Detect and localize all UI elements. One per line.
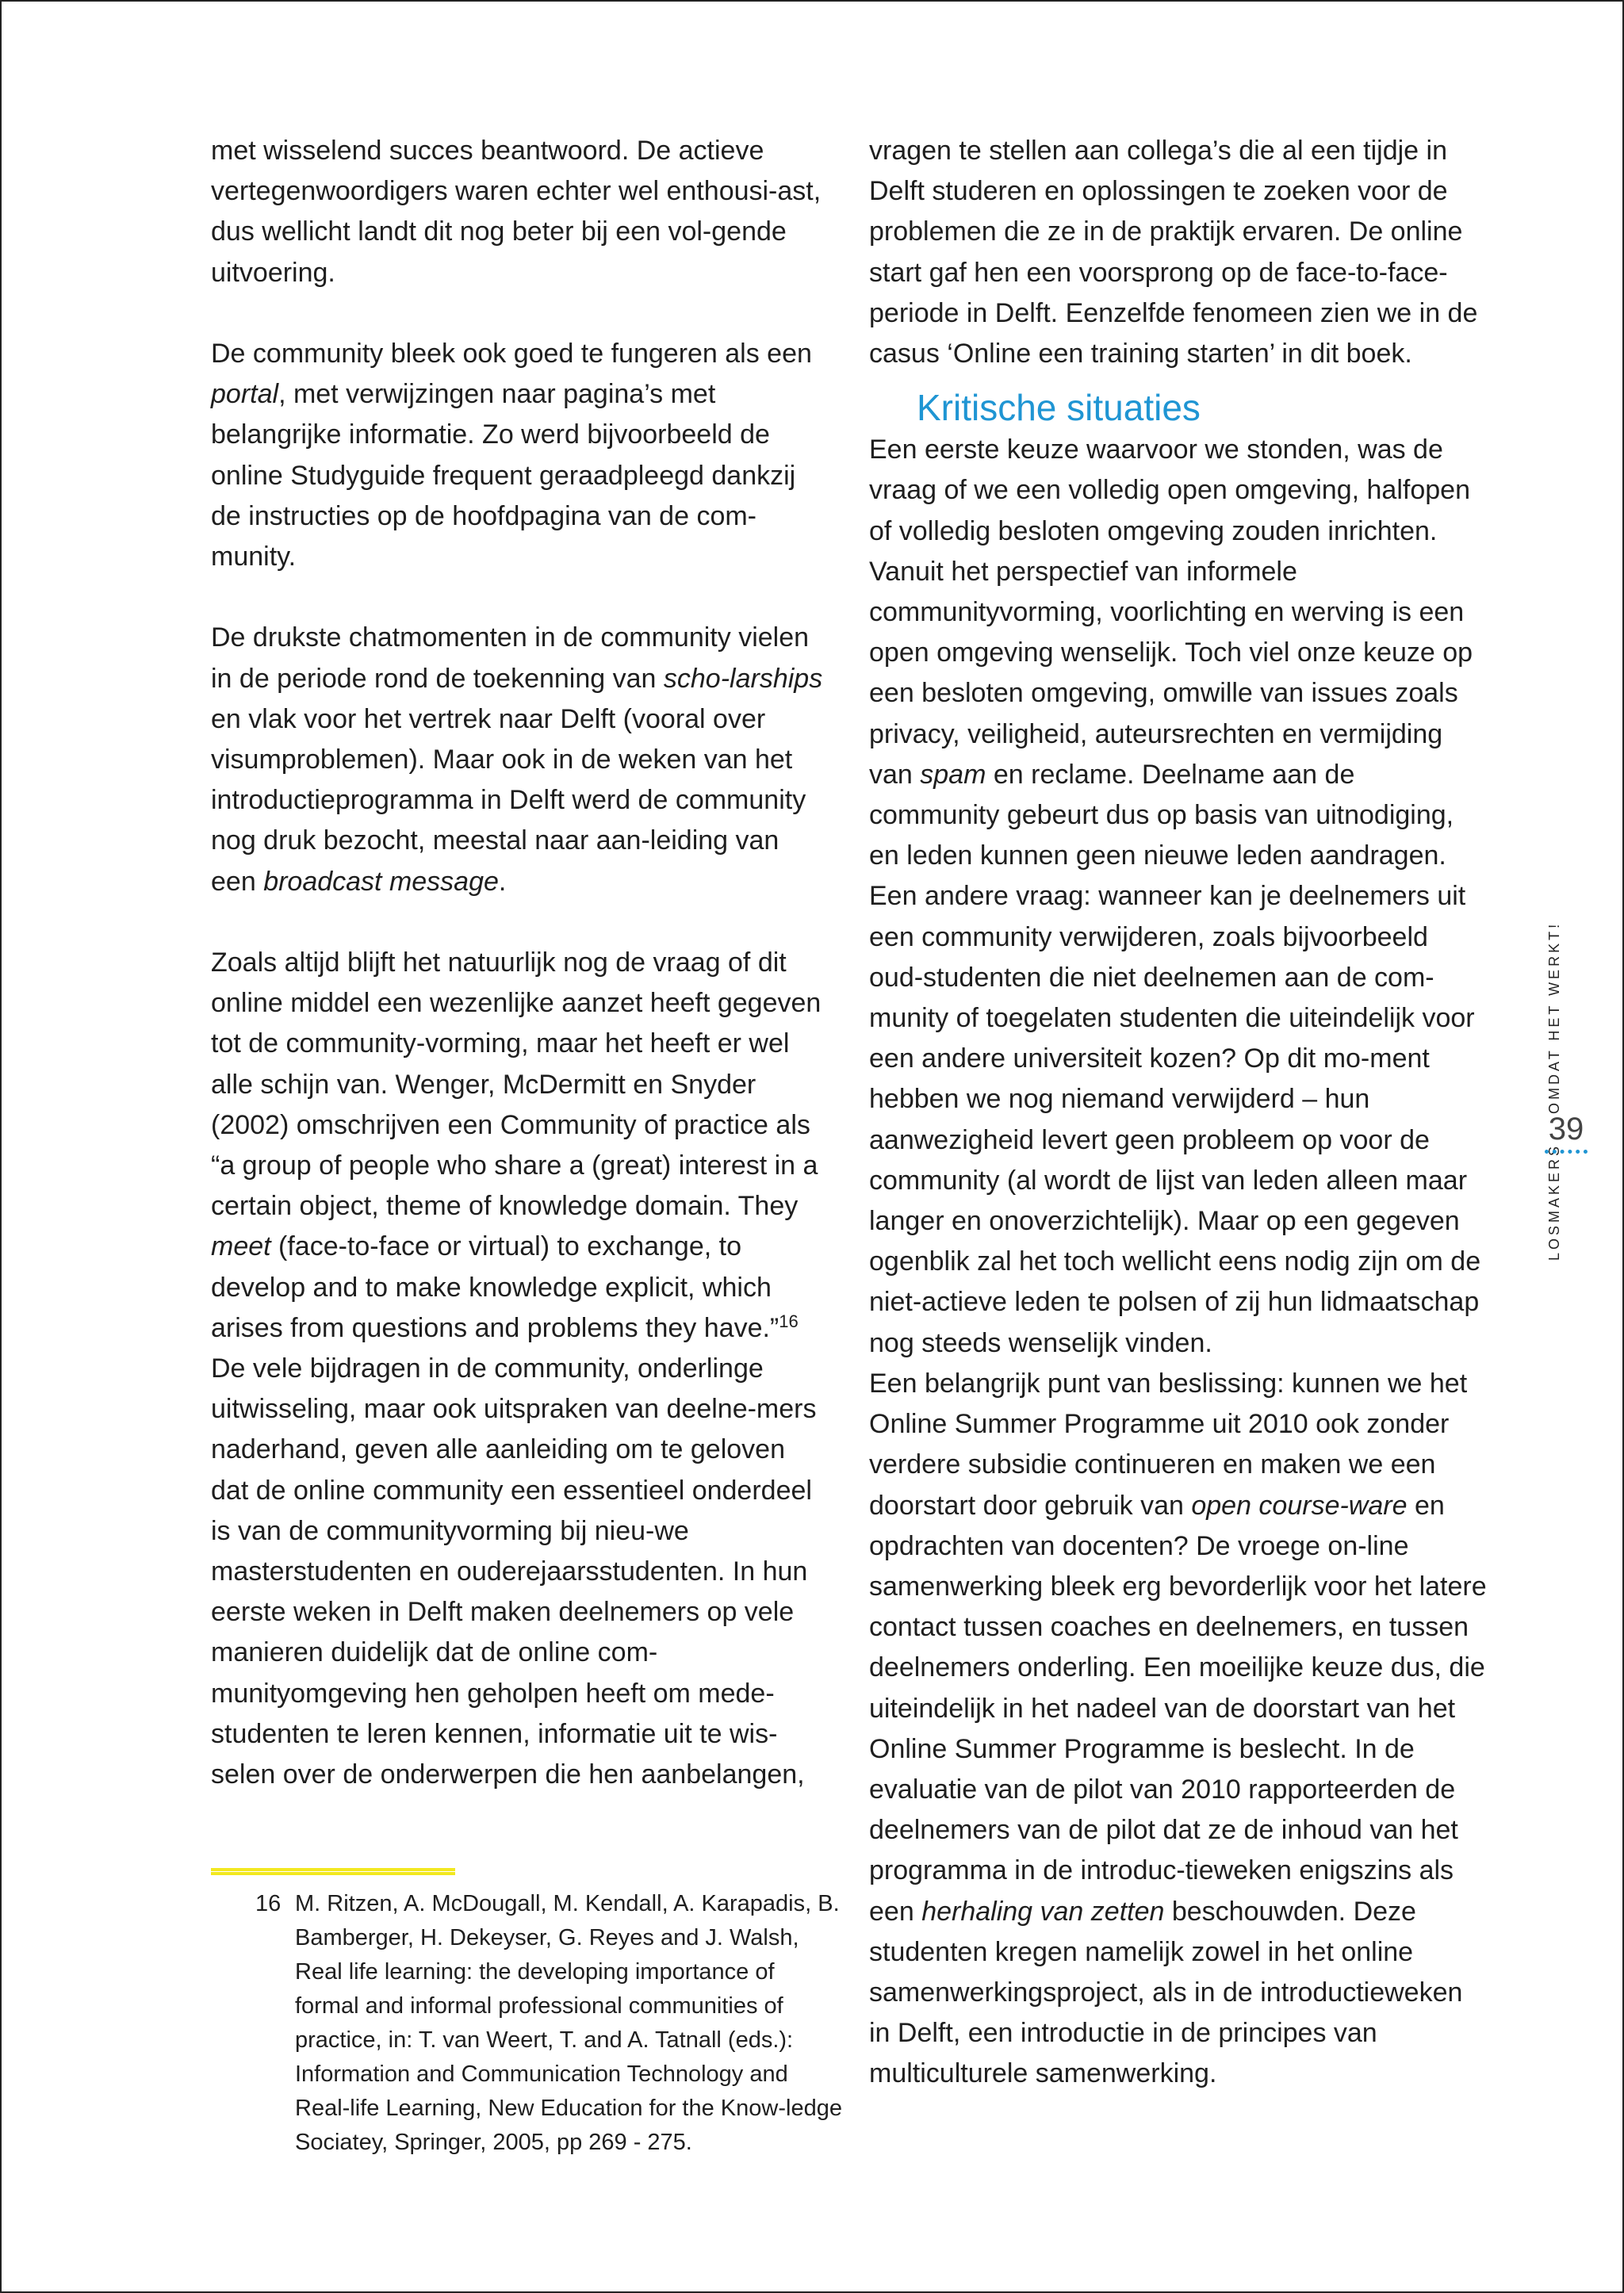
left-column [211, 131, 829, 1795]
text-run: De drukste chatmomenten in de community vielen in de periode rond de toekenning van [211, 622, 810, 694]
emphasis: meet [211, 1231, 271, 1262]
text-run: Een belangrijk punt van beslissing: kunnen we het Online Summer Programme uit 2010 ook zonder verdere subsidie continueren en maken we een doorstart door gebruik van [869, 1368, 1468, 1521]
left-paragraph-1: met wisselend succes beantwoord. De actieve vertegenwoordigers waren echter wel enthousi-ast, dus wellicht landt dit nog beter bij een vol-gende uitvoering. [211, 136, 822, 288]
right-paragraph-3: Een andere vraag: wanneer kan je deelnemers uit een community verwijderen, zoals bijvoorbeeld oud-studenten die niet deelnemen aan de com-munity of toegelaten studenten die uiteindelijk voor een andere universiteit kozen? Op dit mo-ment hebben we nog niemand verwijderd – hun aanwezigheid levert geen probleem op voor de community (al wordt de lijst van leden alleen maar langer en onoverzichtelijk). Maar op een gegeven ogenblik zal het toch wellicht eens nodig zijn om de niet-actieve leden te polsen of zij hun lidmaatschap nog steeds wenselijk vinden. [869, 881, 1481, 1358]
page-number-dots [1545, 1150, 1588, 1154]
emphasis: spam [920, 759, 986, 790]
text-run: De community bleek ook goed te fungeren als een [211, 339, 812, 369]
footnote-text: M. Ritzen, A. McDougall, M. Kendall, A. Karapadis, B. Bamberger, H. Dekeyser, G. Reyes and J. Walsh, Real life learning: the developing importance of formal and informal professional communities of practice, in: T. van Weert, T. and A. Tatnall (eds.): Information and Communication Technology and Real-life Learning, New Education for the Know-ledge Sociatey, Springer, 2005, pp 269 - 275. [295, 1891, 842, 2155]
right-paragraph-2 [869, 430, 1488, 876]
left-paragraph-3 [211, 618, 829, 902]
right-column [869, 131, 1488, 2095]
chapter-title: OMDAT HET WERKT! [1546, 921, 1562, 1114]
emphasis: scho-larships [663, 663, 823, 694]
text-run: . [498, 866, 507, 897]
footnote-reference: 16 [779, 1311, 799, 1331]
right-paragraph-4 [869, 1364, 1488, 2095]
footnote-rule [211, 1868, 455, 1875]
section-heading: Kritische situaties [917, 387, 1201, 429]
page-number: 39 [1548, 1112, 1584, 1146]
emphasis: portal [211, 379, 279, 410]
text-run: Een eerste keuze waarvoor we stonden, was de vraag of we een volledig open omgeving, halfopen of volledig besloten omgeving zouden inrichten. Vanuit het perspectief van informele communityvorming, voorlichting en werving is een open omgeving wenselijk. Toch viel onze keuze op een besloten omgeving, omwille van issues zoals privacy, veiligheid, auteursrechten en vermijding van [869, 434, 1473, 790]
emphasis: herhaling van zetten [921, 1896, 1165, 1927]
text-run: en vlak voor het vertrek naar Delft (vooral over visumproblemen). Maar ook in de weken van het introductieprogramma in Delft werd de community nog druk bezocht, meestal naar aan-leiding van een [211, 703, 806, 897]
footnote [255, 1887, 842, 2160]
left-paragraph-2 [211, 334, 829, 577]
left-paragraph-5: De vele bijdragen in de community, onderlinge uitwisseling, maar ook uitspraken van deelne-mers naderhand, geven alle aanleiding om te geloven dat de online community een essentieel onderdeel is van de communityvorming bij nieu-we masterstudenten en ouderejaarsstudenten. In hun eerste weken in Delft maken deelnemers op vele manieren duidelijk dat de online com-munityomgeving hen geholpen heeft om mede-studenten te leren kennen, informatie uit te wis-selen over de onderwerpen die hen aanbelangen, [211, 1353, 817, 1790]
emphasis: open course-ware [1191, 1490, 1408, 1521]
text-run: Zoals altijd blijft het natuurlijk nog de vraag of dit online middel een wezenlijke aanzet heeft gegeven tot de community-vorming, maar het heeft er wel alle schijn van. Wenger, McDermitt en Snyder (2002) omschrijven een Community of practice als “a group of people who share a (great) interest in a certain object, theme of knowledge domain. They [211, 947, 822, 1222]
left-paragraph-4 [211, 943, 829, 1349]
text-run: beschouwden. Deze studenten kregen namelijk zowel in het online samenwerkingsproject, als in de introductieweken in Delft, een introductie in de principes van multiculturele samenwerking. [869, 1896, 1463, 2089]
emphasis: broadcast message [263, 866, 499, 897]
text-run: en opdrachten van docenten? De vroege on-line samenwerking bleek erg bevorderlijk voor het latere contact tussen coaches en deelnemers, en tussen deelnemers onderling. Een moeilijke keuze dus, die uiteindelijk in het nadeel van de doorstart van het Online Summer Programme is beslecht. In de evaluatie van de pilot van 2010 rapporteerden de deelnemers van de pilot dat ze de inhoud van het programma in de introduc-tieweken enigszins als een [869, 1490, 1487, 1927]
text-run: (face-to-face or virtual) to exchange, to develop and to make knowledge explicit, which arises from questions and problems they have.” [211, 1231, 779, 1343]
footnote-number: 16 [255, 1891, 282, 1916]
running-header [1546, 921, 1563, 1261]
text-run: , met verwijzingen naar pagina’s met belangrijke informatie. Zo werd bijvoorbeeld de online Studyguide frequent geraadpleegd dankzij de instructies op de hoofdpagina van de com-munity. [211, 379, 796, 572]
right-paragraph-1: vragen te stellen aan collega’s die al een tijdje in Delft studeren en oplossingen te zoeken voor de problemen die ze in de praktijk ervaren. De online start gaf hen een voorsprong op de face-to-face-periode in Delft. Eenzelfde fenomeen zien we in de casus ‘Online een training starten’ in dit boek. [869, 136, 1478, 369]
book-title: LOSMAKERS [1546, 1143, 1562, 1261]
text-run: en reclame. Deelname aan de community gebeurt dus op basis van uitnodiging, en leden kunnen geen nieuwe leden aandragen. [869, 759, 1454, 871]
